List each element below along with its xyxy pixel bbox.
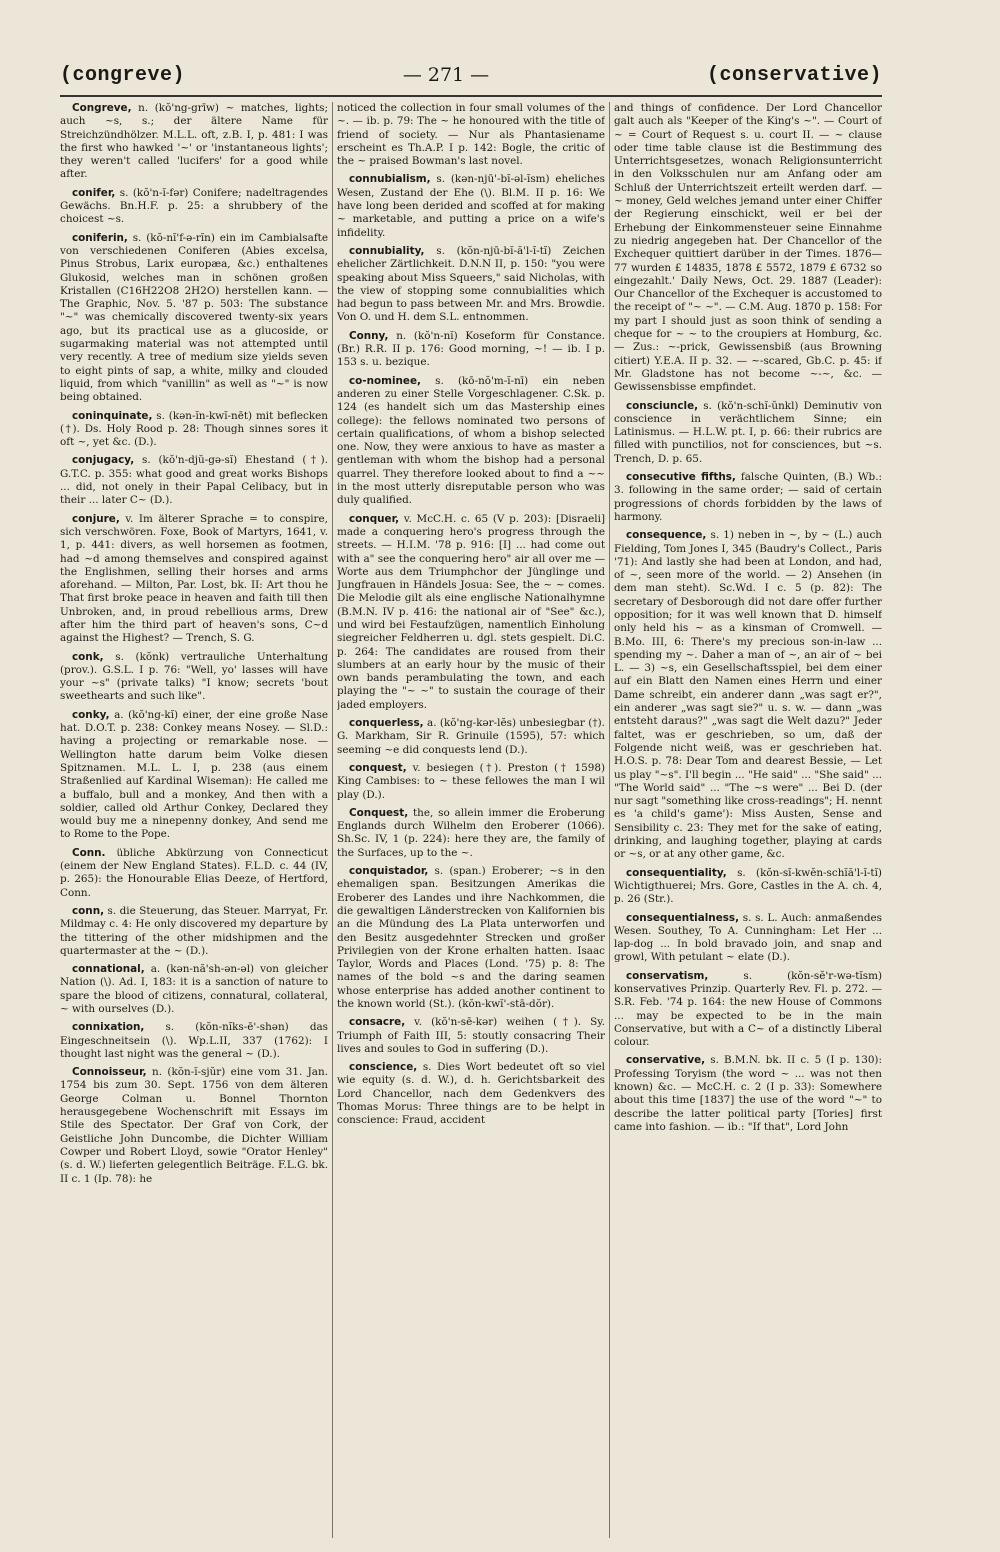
entry-headword: conquest,	[349, 761, 407, 774]
entry-headword: conky,	[72, 708, 110, 721]
dictionary-entry	[614, 912, 882, 965]
entry-text: v. besiegen (†). Preston († 1598) King Cambises: to ~ these fellowes the man I wil play (D.).	[337, 761, 605, 801]
entry-headword: Conny,	[349, 329, 389, 342]
dictionary-entry	[337, 375, 605, 508]
dictionary-entry	[614, 102, 882, 395]
dictionary-entry	[60, 905, 328, 958]
header-rule	[60, 95, 882, 97]
column-divider	[609, 102, 610, 1538]
entry-text: and things of confidence. Der Lord Chancellor galt auch als "Keeper of the King's ~". — Court of ~ = Court of Request s. u. court II. — ~ clause oder time table clause ist die Bestimmung des Unterrichtsgesetzes, wonach Religionsunterricht in den Volksschulen nur am Anfang oder am Schluß der Unterrichtszeit erteilt werden darf. — ~ money, Geld welches jemand unter einer Chiffer der Regierung einschickt, weil er bei der Erhebung der Einkommensteuer seine Einnahme zu niedrig angegeben hat. Der Chancellor of the Exchequer quittiert darüber in der Times. 1876—77 wurden £ 14835, 1878 £ 5572, 1879 £ 6732 so eingezahlt.' Daily News, Oct. 29. 1887 (Leader): Our Chancellor of the Exchequer is accustomed to the receipt of "~ ~". — C.M. Aug. 1870 p. 158: For my part I should just as soon think of sending a cheque for ~ ~ to the croupiers at Homburg, &c. — Zus.: ~-prick, Gewissensbiß (aus Browning citiert) Y.E.A. II p. 32. — ~-scared, Gb.C. p. 45: if Mr. Gladstone has not become ~-~, &c. — Gewissensbisse empfindet.	[614, 102, 882, 394]
entry-headword: connubialism,	[349, 173, 431, 186]
entry-headword: consacre,	[349, 1016, 406, 1029]
dictionary-entry	[337, 807, 605, 860]
entry-headword: Congreve,	[72, 102, 132, 114]
dictionary-entry	[60, 454, 328, 507]
dictionary-entry	[614, 529, 882, 861]
dictionary-entry	[337, 102, 605, 168]
dictionary-entry	[60, 102, 328, 182]
column-3	[614, 102, 882, 1538]
dictionary-entry	[614, 400, 882, 466]
entry-text: s. (kən-ĭn-kwĭ-nēt) mit beflecken (†). Ds. Holy Rood p. 28: Though sinnes sores it oft ~, yet &c. (D.).	[60, 409, 328, 449]
entry-text: s. Dies Wort bedeutet oft so viel wie equity (s. d. W.), d. h. Gerichtsbarkeit des Lord Chancellor, nach dem Gedenkvers des Thomas Morus: Three things are to be helpt in conscience: Fraud, accident	[337, 1061, 605, 1127]
entry-text: n. (kŏn-ĭ-sjŭr) eine vom 31. Jan. 1754 bis zum 30. Sept. 1756 von dem älteren George Colman u. Bonnel Thornton herausgegebene Wochenschrift mit Essays im Stile des Spectator. Der Graf von Cork, der Geistliche John Duncombe, die Dichter William Cowper und Robert Lloyd, sowie "Orator Henley" (s. d. W.) lieferten gelegentlich Beiträge. F.L.G. bk. II c. 1 (Ip. 78): he	[60, 1066, 328, 1185]
dictionary-entry	[337, 865, 605, 1011]
entry-text: noticed the collection in four small volumes of the ~. — ib. p. 79: The ~ he honoured with the title of friend of society. — Nur als Phantasiename erscheint es Th.A.P. I p. 142: Bogle, the critic of the ~ praised Bowman's last novel.	[337, 102, 605, 168]
entry-text: s. B.M.N. bk. II c. 5 (I p. 130): Professing Toryism (the word ~ ... was not then known) &c. — McC.H. c. 2 (I p. 33): Somewhere about this time [1837] the use of the word "~" to describe the latter political party [Tories] first came into fashion. — ib.: "If that", Lord John	[614, 1054, 882, 1133]
entry-text: s. (kŏ'n-ĭ-fər) Conifere; nadeltragendes Gewächs. Bn.H.F. p. 25: a shrubbery of the choicest ~s.	[60, 186, 328, 226]
dictionary-entry	[60, 847, 328, 900]
right-guide-word: (conservative)	[706, 63, 882, 87]
dictionary-entry	[614, 471, 882, 524]
entry-text: s. (kō-nŏ'm-ĭ-nī) ein neben anderen zu einer Stelle Vorgeschlagener. C.Sk. p. 124 (es handelt sich um das Mastership eines college): the fellows nominated two persons of certain qualifications, of whom a bishop selected one. Now, they were anxious to have as master a gentleman with whom the bishop had a personal quarrel. They therefore looked about to find a ~~ in the most utterly disreputable person who was duly qualified.	[337, 374, 605, 507]
entry-text: s. (kŏ'n-schĭ-ŭnkl) Deminutiv von conscience in verächtlichem Sinne; ein Latinismus. — H.L.W. pt. I, p. 66: their rubrics are filled with punctilios, not for consciences, but ~s. Trench, D. p. 65.	[614, 399, 882, 465]
entry-headword: conjure,	[72, 512, 120, 525]
dictionary-entry	[60, 410, 328, 450]
entry-text: v. Im älterer Sprache = to conspire, sich verschwören. Foxe, Book of Martyrs, 1641, v. 1, p. 441: divers, as well horsemen as footmen, had ~d among themselves and conspired against the Englishmen, selling their horses and arms aforehand. — Milton, Par. Lost, bk. II: Art thou he That first broke peace in heaven and faith till then Unbroken, and, in proud rebellious arms, Drew after him the third part of heaven's sons, C~d against the Highest? — Trench, S. G.	[60, 512, 328, 645]
dictionary-entry	[60, 709, 328, 842]
dictionary-entry	[60, 651, 328, 704]
dictionary-entry	[337, 762, 605, 802]
entry-headword: connixation,	[72, 1021, 145, 1034]
entry-text: s. (kŏ-nĭ'f-ə-rĭn) ein im Cambialsafte von verschiedenen Coniferen (Abies excelsa, Pinus Strobus, Larix europæa, &c.) enthaltenes Glukosid, welches man in schönen großen Kristallen (C16H22O8 2H2O) herstellen kann. — The Graphic, Nov. 5. '87 p. 503: The substance "~" was chemically discovered twenty-six years ago, but its practical use as a glucoside, or sugarmaking material was not attempted until very recently. A tree of medium size yields seven to eight pints of sap, a white, milky and clouded liquid, from which "vanillin" as well as "~" is now being obtained.	[60, 231, 328, 404]
entry-text: s. (kən-njū'-bĭ-əl-ĭsm) eheliches Wesen, Zustand der Ehe (\). Bl.M. II p. 16: We have long been derided and scoffed at for making ~ marketable, and putting a price on a wife's infidelity.	[337, 173, 605, 239]
entry-text: s. (span.) Eroberer; ~s in den ehemaligen span. Besitzungen Amerikas die Eroberer des Landes und ihre Nachkommen, die die gewaltigen Länderstrecken von Kalifornien bis an die Mündung des La Plata unterworfen und den Besitz ausgedehnter Strecken und großer Privilegien von der Krone erhalten hatten. Isaac Taylor, Words and Places (Lond. '75) p. 8: The names of the bold ~s and the daring seamen whose enterprise has added another continent to the known world (St.). (kŏn-kwĭ'-stā-dŏr).	[337, 865, 605, 1010]
entry-text: falsche Quinten, (B.) Wb.: 3. following in the same order; — said of certain progressions of chords forbidden by the laws of harmony.	[614, 471, 882, 523]
dictionary-entry	[60, 232, 328, 405]
entry-text: s. (kŏn-sĭ-kwĕn-schĭă'l-ĭ-tĭ) Wichtigthuerei; Mrs. Gore, Castles in the A. ch. 4, p. 26 (Str.).	[614, 866, 882, 906]
dictionary-entry	[337, 1016, 605, 1056]
entry-headword: conn,	[72, 904, 105, 917]
entry-headword: conservatism,	[626, 969, 709, 982]
dictionary-entry	[60, 1021, 328, 1061]
entry-headword: co-nominee,	[349, 374, 421, 387]
dictionary-entry	[60, 963, 328, 1016]
entry-text: s. die Steuerung, das Steuer. Marryat, Fr. Mildmay c. 4: He only discovered my departure by the tittering of the other midshipmen and the quartermaster at the ~ (D.).	[60, 904, 328, 957]
entry-text: übliche Abkürzung von Connecticut (einem der New England States). F.L.D. c. 44 (IV, p. 265): the Honourable Elias Deeze, of Hertford, Conn.	[60, 846, 328, 899]
column-divider	[332, 102, 333, 1538]
entry-text: v. McC.H. c. 65 (V p. 203): [Disraeli] made a conquering hero's progress through the streets. — H.I.M. '78 p. 916: [I] ... had come out with a" see the conquering hero" air all over me — Worte aus dem Triumphchor der Jünglinge und Jungfrauen in Händels Josua: See, the ~ ~ comes. Die Melodie gilt als eine englische Nationalhymne (B.M.N. IV p. 416: the national air of "See" &c.), und wird bei Festaufzügen, namentlich Einholung siegreicher Feldherren u. dgl. stets gespielt. Di.C. p. 264: The candidates are roused from their slumbers at an early hour by the music of their own bands perambulating the town, and each playing the "~ ~" to sustain the courage of their jaded employers.	[337, 512, 605, 711]
entry-headword: connubiality,	[349, 244, 425, 257]
entry-headword: Conn.	[72, 846, 106, 859]
page-header	[60, 58, 882, 92]
entry-headword: consequentialness,	[626, 911, 740, 924]
dictionary-entry	[337, 245, 605, 325]
entry-headword: conk,	[72, 650, 104, 663]
left-guide-word: (congreve)	[60, 63, 186, 87]
text-columns	[60, 102, 882, 1538]
entry-headword: conquer,	[349, 512, 400, 525]
entry-text: s. s. L. Auch: anmaßendes Wesen. Southey, To A. Cunningham: Let Her ... lap-dog ... In bold bravado join, and snap and growl, With petulant ~ elate (D.).	[614, 911, 882, 964]
dictionary-entry	[60, 187, 328, 227]
dictionary-entry	[60, 1066, 328, 1186]
dictionary-entry	[614, 970, 882, 1050]
entry-text: the, so allein immer die Eroberung Englands durch Wilhelm den Eroberer (1066). Sh.Sc. IV, 1 (p. 224): here they are, the family of the Surfaces, up to the ~.	[337, 806, 605, 859]
entry-headword: consciuncle,	[626, 399, 699, 412]
entry-text: s. (kŏn-nĭks-ē'-shən) das Eingeschneitsein (\). Wp.L.II, 337 (1762): I thought last night was the general ~ (D.).	[60, 1021, 328, 1060]
entry-text: s. 1) neben in ~, by ~ (L.) auch Fielding, Tom Jones I, 345 (Baudry's Collect., Paris '71): And lastly she had been at London, and had, of ~, seen more of the world. — 2) Ansehen (in dem man steht). Sc.Wd. I c. 5 (p. 82): The secretary of Desborough did not dare offer further opposition; for it was well known that D. himself only held his ~ as a kinsman of Cromwell. — B.Mo. III, 6: There's my precious son-in-law ... spending my ~. Daher a man of ~, an air of ~ bei L. — 3) ~s, ein Gesellschaftsspiel, bei dem einer auf ein Blatt den Namen eines Herrn und einer Dame schreibt, ein anderer dann „was sagt er?", ein anderer „was sagt sie?" u. s. w. — dann „was entsteht daraus?" „was sagt die Welt dazu?" Jeder faltet, was er geschrieben, so um, daß der Folgende nicht weiß, was er geschrieben hat. H.O.S. p. 78: Dear Tom and dearest Bessie, — Let us play "~s". I'll begin ... "He said" ... "She said" ... "The World said" ... "The ~s were" ... Bei D. (der nur sagt "something like cross-readings"; H. nennt es 'a child's game'): Miss Austen, Sense and Sensibility c. 23: They met for the sake of eating, drinking, and laughing together, playing at cards or ~s, or at any other game, &c.	[614, 529, 882, 861]
entry-text: v. (kŏ'n-sē-kər) weihen (†). Sy. Triumph of Faith III, 5: stoutly consacring Their lives and soules to God in suffering (D.).	[337, 1016, 605, 1055]
dictionary-entry	[337, 1061, 605, 1127]
entry-text: a. (kŏ'ng-kĭ) einer, der eine große Nase hat. D.O.T. p. 238: Conkey means Nosey. — Sl.D.: having a projecting or remarkable nose. — Wellington hatte darum beim Volke diesen Spitznamen. M.L. L. I, p. 238 (aus einem Straßenlied auf Kardinal Wiseman): He called me a buffalo, bull and a monkey, And then with a soldier, called old Arthur Conkey, Declared they would buy me a ninepenny donkey, And send me to Rome to the Pope.	[60, 708, 328, 841]
dictionary-entry	[337, 330, 605, 370]
entry-text: a. (kŏ'ng-kər-lĕs) unbesiegbar (†). G. Markham, Sir R. Grinuile (1595), 57: which seeming ~e did conquests lend (D.).	[337, 717, 605, 756]
entry-headword: conifer,	[72, 186, 116, 199]
entry-text: a. (kən-nă'sh-ən-əl) von gleicher Nation (\). Ad. I, 183: it is a sanction of nature to spare the blood of citizens, connatural, collateral, ~ with ourselves (D.).	[60, 963, 328, 1015]
entry-headword: consecutive fifths,	[626, 471, 736, 484]
dictionary-entry	[337, 513, 605, 712]
entry-headword: conquistador,	[349, 865, 429, 878]
entry-text: s. (kŏnk) vertrauliche Unterhaltung (prov.). G.S.L. I p. 76: "Well, yo' lasses will have your ~s" (private talks) "I know; secrets 'bout sweethearts and such like".	[60, 650, 328, 703]
entry-text: s. (kŏn-njū-bĭ-ă'l-ĭ-tĭ) Zeichen ehelicher Zärtlichkeit. D.N.N II, p. 150: "you were speaking about Miss Squeers," said Nicholas, with the view of stopping some connubialities which had begun to pass between Mr. and Mrs. Browdie. Von O. und H. dem S.L. entnommen.	[337, 244, 605, 324]
entry-headword: Conquest,	[349, 806, 409, 819]
entry-headword: conscience,	[349, 1061, 418, 1074]
entry-headword: coninquinate,	[72, 409, 153, 422]
entry-headword: consequentiality,	[626, 866, 727, 879]
dictionary-entry	[614, 1054, 882, 1134]
entry-headword: consequence,	[626, 529, 707, 542]
entry-headword: conservative,	[626, 1054, 706, 1067]
entry-text: n. (kŏ'ng-grīw) ~ matches, lights; auch ~s, s.; der ältere Name für Streichzündhölzer. M.L.L. oft, z.B. I, p. 481: I was the first who hawked '~' or 'instantaneous lights'; they weren't called 'lucifers' for a good while after.	[60, 102, 328, 181]
entry-headword: Connoisseur,	[72, 1066, 147, 1079]
entry-headword: coniferin,	[72, 231, 128, 244]
entry-text: s. (kŏn-sĕ'r-wə-tĭsm) konservatives Prinzip. Quarterly Rev. Fl. p. 272. — S.R. Feb. '74 p. 164: the new House of Commons ... may be expected to be in the main Conservative, but with a C~ of a distinctly Liberal colour.	[614, 969, 882, 1049]
entry-headword: conjugacy,	[72, 454, 135, 467]
dictionary-entry	[60, 513, 328, 646]
entry-headword: conquerless,	[349, 717, 424, 730]
dictionary-entry	[337, 173, 605, 239]
entry-text: n. (kŏ'n-nĭ) Koseform für Constance. (Br.) R.R. II p. 176: Good morning, ~! — ib. I p. 153 s. u. bezique.	[337, 329, 605, 369]
dictionary-entry	[614, 867, 882, 907]
column-2	[337, 102, 605, 1538]
entry-headword: connational,	[72, 963, 145, 976]
dictionary-entry	[337, 717, 605, 757]
page-number: — 271 —	[402, 64, 490, 86]
column-1	[60, 102, 328, 1538]
entry-text: s. (kŏ'n-djŭ-gə-sĭ) Ehestand (†). G.T.C. p. 355: what good and great works Bishops ... did, not onely in their Papal Celibacy, but in their ... later C~ (D.).	[60, 454, 328, 507]
